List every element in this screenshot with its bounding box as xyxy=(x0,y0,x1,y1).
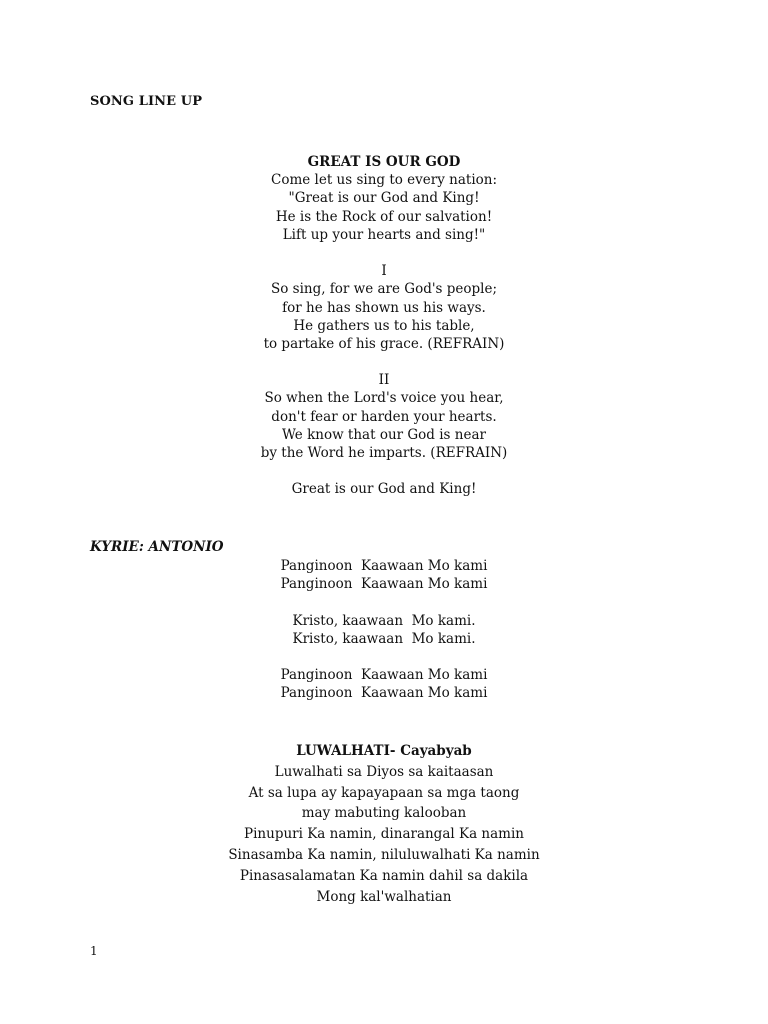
stanza-gap xyxy=(0,353,768,371)
lyric-line: Kristo, kaawaan Mo kami. xyxy=(292,612,476,629)
lyric-line: Panginoon Kaawaan Mo kami xyxy=(280,667,488,684)
stanza-gap xyxy=(0,462,768,480)
lyric-line: "Great is our God and King! xyxy=(288,190,480,207)
song-heading: GREAT IS OUR GOD xyxy=(307,154,461,170)
song-heading: LUWALHATI- Cayabyab xyxy=(296,743,472,759)
verse-label: II xyxy=(378,372,390,389)
stanza-gap xyxy=(0,593,768,611)
lyric-line: So sing, for we are God's people; xyxy=(270,281,498,298)
lyric-line: for he has shown us his ways. xyxy=(282,299,486,316)
lyric-line: He is the Rock of our salvation! xyxy=(275,208,493,225)
lyric-line: Luwalhati sa Diyos sa kaitaasan xyxy=(274,763,494,780)
lyric-line: At sa lupa ay kapayapaan sa mga taong xyxy=(248,784,520,801)
lyric-line: don't fear or harden your hearts. xyxy=(271,408,497,425)
lyric-line: to partake of his grace. (REFRAIN) xyxy=(263,335,505,352)
lyric-line: Pinasasalamatan Ka namin dahil sa dakila xyxy=(239,867,529,884)
lyric-line: Great is our God and King! xyxy=(291,481,477,498)
stanza-gap xyxy=(0,244,768,262)
lyric-line: Mong kal'walhatian xyxy=(316,888,452,905)
lyric-line: Come let us sing to every nation: xyxy=(270,172,498,189)
song-great-is-our-god xyxy=(0,153,768,499)
song-kyrie xyxy=(0,557,768,703)
lyric-line: Kristo, kaawaan Mo kami. xyxy=(292,630,476,647)
lyric-line: We know that our God is near xyxy=(282,426,486,443)
document-title: SONG LINE UP xyxy=(90,94,203,109)
lyric-line: Lift up your hearts and sing!" xyxy=(282,226,486,243)
lyric-line: So when the Lord's voice you hear, xyxy=(264,390,504,407)
lyric-line: He gathers us to his table, xyxy=(293,317,475,334)
page-number: 1 xyxy=(90,944,98,958)
stanza-gap xyxy=(0,648,768,666)
lyric-line: Sinasamba Ka namin, niluluwalhati Ka namin xyxy=(228,846,540,863)
song-luwalhati xyxy=(0,741,768,907)
lyric-line: by the Word he imparts. (REFRAIN) xyxy=(260,445,508,461)
lyric-line: Panginoon Kaawaan Mo kami xyxy=(280,558,488,574)
song-heading-kyrie: KYRIE: ANTONIO xyxy=(90,539,224,555)
lyric-line: Panginoon Kaawaan Mo kami xyxy=(280,685,488,702)
lyric-line: may mabuting kalooban xyxy=(301,805,467,822)
verse-label: I xyxy=(381,263,387,280)
lyric-line: Pinupuri Ka namin, dinarangal Ka namin xyxy=(244,826,524,843)
lyric-line: Panginoon Kaawaan Mo kami xyxy=(280,576,488,593)
